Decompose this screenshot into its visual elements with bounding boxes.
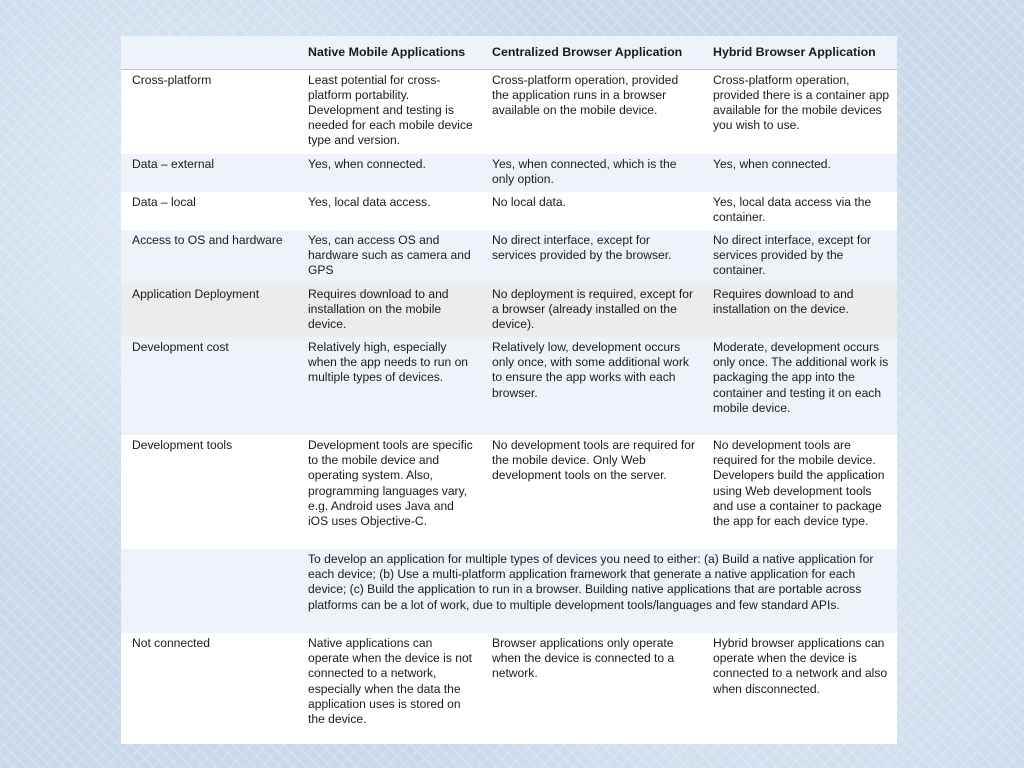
row-label: Data – external (121, 154, 298, 192)
row-label: Access to OS and hardware (121, 230, 298, 284)
cell-native: Requires download to and installation on the mobile device. (298, 284, 482, 337)
cell-browser: Relatively low, development occurs only once, with some additional work to ensure the app works with each browser. (482, 337, 703, 435)
table-row (121, 337, 897, 435)
cell-native: Relatively high, especially when the app needs to run on multiple types of devices. (298, 337, 482, 435)
row-label: Development tools (132, 438, 233, 452)
cell-native: Yes, local data access. (308, 195, 431, 209)
table-row (121, 230, 897, 284)
header-row (121, 36, 897, 69)
cell-native: Development tools are specific to the mobile device and operating system. Also, programming languages vary, e.g. Android uses Java and iOS uses Objective-C. (308, 438, 473, 529)
cell-browser: Cross-platform operation, provided the application runs in a browser available on the mobile device. (492, 72, 679, 117)
cell-hybrid: Moderate, development occurs only once. The additional work is packaging the app into the container and testing it on each mobile device. (703, 337, 897, 435)
cell-native: Yes, when connected. (298, 154, 482, 192)
header-browser: Centralized Browser Application (482, 36, 703, 69)
header-feature (121, 36, 298, 69)
row-label: Cross-platform (132, 72, 212, 87)
row-label: Not connected (132, 636, 210, 650)
cell-browser: No direct interface, except for services provided by the browser. (482, 230, 703, 284)
cell-hybrid: Requires download to and installation on the device. (703, 284, 897, 337)
cell-browser: Browser applications only operate when the device is connected to a network. (492, 636, 675, 681)
comparison-table (121, 36, 897, 744)
cell-hybrid: Hybrid browser applications can operate when the device is connected to a network and also when disconnected. (713, 636, 888, 696)
cell-native: Native applications can operate when the device is not connected to a network, especially when the data the application uses is stored on the device. (308, 636, 473, 727)
header-hybrid: Hybrid Browser Application (703, 36, 897, 69)
table-row (121, 69, 897, 154)
cell-hybrid: Yes, local data access via the container. (713, 195, 872, 225)
table-row (121, 154, 897, 192)
cell-browser: No development tools are required for the mobile device. Only Web development tools on the server. (492, 438, 696, 483)
cell-hybrid: Yes, when connected. (703, 154, 897, 192)
cell-native: Yes, can access OS and hardware such as camera and GPS (298, 230, 482, 284)
cell-browser: No deployment is required, except for a browser (already installed on the device). (482, 284, 703, 337)
cell-browser: Yes, when connected, which is the only option. (482, 154, 703, 192)
table-row (121, 192, 897, 230)
header-native: Native Mobile Applications (298, 36, 482, 69)
cell-browser: No local data. (492, 195, 566, 209)
note-text: To develop an application for multiple types of devices you need to either: (a) Build a native application for each device; (b) Use a multi-platform application framework that generate a native application for each device; (c) Build the application to run in a browser. Building native applications that are portable across platforms can be a lot of work, due to multiple development tools/languages and few standard APIs. (298, 549, 897, 633)
cell-hybrid: No direct interface, except for services provided by the container. (703, 230, 897, 284)
table-row (121, 435, 897, 549)
note-spacer (121, 549, 298, 633)
table-row (121, 284, 897, 337)
note-row (121, 549, 897, 633)
row-label: Development cost (121, 337, 298, 435)
table-row (121, 633, 897, 744)
cell-hybrid: No development tools are required for the mobile device. Developers build the application using Web development tools and use a container to package the app for each device type. (713, 438, 885, 529)
cell-hybrid: Cross-platform operation, provided there is a container app available for the mobile devices you wish to use. (713, 72, 890, 133)
cell-native: Least potential for cross-platform portability. Development and testing is needed for each mobile device type and version. (308, 72, 473, 148)
row-label: Data – local (132, 195, 196, 209)
row-label: Application Deployment (121, 284, 298, 337)
